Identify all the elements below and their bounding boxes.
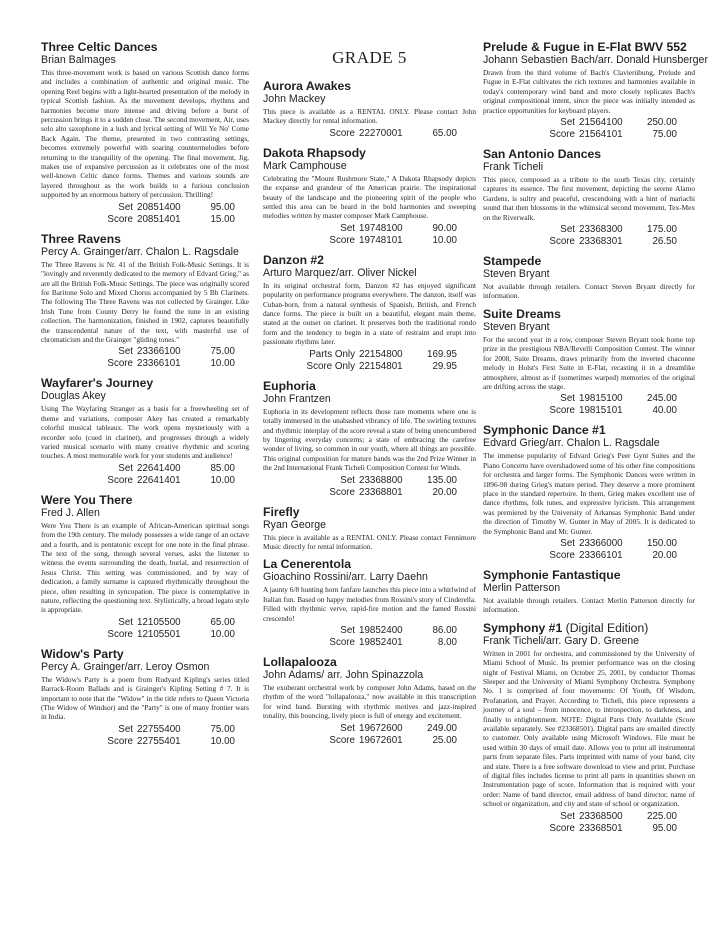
price-label: Set [118,723,133,735]
catalog-entry [483,568,695,615]
price-value: 249.00 [427,722,457,734]
price-value: 150.00 [647,537,677,549]
piece-title [263,253,476,267]
price-label: Set [560,537,575,549]
price-value: 65.00 [210,616,235,628]
item-number: 23368501 [579,822,623,834]
price-value: 40.00 [652,405,677,417]
item-number: 23368800 [359,474,403,486]
price-value: 10.00 [210,474,235,486]
item-number: 22154801 [359,360,403,372]
piece-title [263,557,476,571]
price-value: 25.00 [432,734,457,746]
item-number: 23366100 [137,346,181,358]
price-row [483,823,695,835]
catalog-entry [483,254,695,301]
price-row [263,223,476,235]
price-row [41,617,249,629]
item-number: 23368301 [579,236,623,248]
price-row [263,235,476,247]
item-number: 22755401 [137,735,181,747]
item-number: 23368801 [359,486,403,498]
piece-title [483,307,695,321]
price-list [483,117,695,141]
price-value: 29.95 [432,360,457,372]
catalog-entry [263,379,476,499]
price-row [263,361,476,373]
price-row [41,736,249,748]
price-value: 8.00 [437,636,457,648]
price-value: 10.00 [210,735,235,747]
item-number: 23366000 [579,537,623,549]
catalog-page [41,40,708,930]
piece-title [263,655,476,669]
price-label: Score [107,474,133,486]
piece-title [483,40,695,54]
composer-name: Frank Ticheli [483,161,544,174]
price-value: 65.00 [432,127,457,139]
composer-name: Steven Bryant [483,268,550,281]
price-label: Score [549,405,575,417]
composer-name: John Adams/ arr. John Spinazzola [263,668,424,681]
price-label: Score [107,628,133,640]
composer-name: Ryan George [263,518,327,531]
price-value: 20.00 [652,549,677,561]
piece-description: This piece, composed as a tribute to the south Texas city, certainly captures its essence. The first movement, depicting the serene Alamo Gardens, is sultry and peaceful, crescendoing with a hint of mariachi sound that then blossoms in the whimsical second movement, Tex-Mex on the Riverwalk. [483,175,695,222]
price-row [263,487,476,499]
price-list [263,349,476,373]
price-label: Score [329,486,355,498]
price-list [263,723,476,747]
price-row [263,625,476,637]
item-number: 20851401 [137,213,181,225]
item-number: 22755400 [137,723,181,735]
item-number: 12105501 [137,628,181,640]
item-number: 23366101 [579,549,623,561]
price-label: Set [560,393,575,405]
item-number: 19815101 [579,405,623,417]
price-label: Score [107,358,133,370]
price-label: Score [549,822,575,834]
catalog-entry [263,79,476,140]
price-value: 10.00 [210,628,235,640]
title-text: Widow's Party [41,646,124,661]
price-row [41,724,249,736]
item-number: 19672601 [359,734,403,746]
piece-description: Written in 2001 for orchestra, and commissioned by the University of Miami School of Music. Its premier performance was on the closing night of Festival Miami, on October 25, 2001, by conductor Thomas Sleeper and the University of Miami Symphony Orchestra. Symphony No. 1 is comprised of four movements: Of Youth, Of Wisdom, Profanation, and Prayer. According to Ticheli, this piece represents a journey of a soul – from innocence, to introspection, to darkness, and finally to enlightenment. NOTE: Digital Parts Only Available (Score available separately. See #23368501). Digital parts are emailed directly to customer. Only available using Microsoft Windows. File must be used within 30 days of email date. Allows you to print all instrumental parts from separate files. Parts imprinted with name of your band, city and state. There is a free software download to view and print. Purchase of digital files includes license to print all parts in quantities shown on Instrumentation page of score. Information that is required with your order: Name of band director, email address of band director, name of school or organization, and city and state of school or organization. [483,648,695,809]
price-row [263,723,476,735]
piece-description: The exuberant orchestral work by composer John Adams, based on the rhythm of the word "lollapalooza," now available in this transcription for wind band. Bursting with rhythmic motives and jazz-inspired tonality, this bouncing, lively piece is full of energy and excitement. [263,682,476,721]
item-number: 20851400 [137,201,181,213]
catalog-entry [483,147,695,248]
piece-description: In its original orchestral form, Danzon #2 has enjoyed significant popularity on performance programs everywhere. The danzon, itself was Cuban-born, from a natural synthesis of Spanish, British, and French dance forms. The piece is built on a beautiful, elegant main theme, stated at the outset on clarinet. It preserves both the traditional rondo form and the tendency to begin in a state of restraint and erupt into passionate rhythms later. [263,280,476,347]
price-value: 95.00 [652,822,677,834]
price-list [263,625,476,649]
composer-name: Percy A. Grainger/arr. Chalon L. Ragsdale [41,245,239,258]
piece-description: A jaunty 6/8 hunting horn fanfare launches this piece into a whirlwind of Italian fun. Based on happy melodies from Rossini's story of Cinderella. Filled with rhythmic verve, rapid-fire motion and the famed Rossini crescendo! [263,585,476,623]
price-list [483,538,695,562]
title-text: Dakota Rhapsody [263,145,366,160]
piece-title [41,647,249,661]
price-label: Parts Only [309,348,355,360]
price-label: Set [118,201,133,213]
price-row [483,538,695,550]
piece-description: Not available through retailers. Contact Merlin Patterson directly for information. [483,595,695,615]
composer-name: Brian Balmages [41,54,116,66]
piece-title [483,621,695,635]
price-row [483,550,695,562]
item-number: 19815100 [579,393,623,405]
piece-title [263,79,476,93]
price-row [263,349,476,361]
item-number: 19852400 [359,624,403,636]
title-text: La Cenerentola [263,557,352,572]
price-label: Score [549,236,575,248]
piece-title [483,568,695,582]
item-number: 19672600 [359,722,403,734]
price-value: 90.00 [432,222,457,234]
item-number: 19748100 [359,222,403,234]
price-label: Set [560,810,575,822]
price-row [41,214,249,226]
piece-description: Not available through retailers. Contact Steven Bryant directly for information. [483,282,695,301]
item-number: 22270001 [359,127,403,139]
catalog-entry [483,307,695,417]
piece-title [263,379,476,393]
composer-name: Frank Ticheli/arr. Gary D. Greene [483,634,640,647]
price-value: 135.00 [427,474,457,486]
price-value: 15.00 [210,213,235,225]
price-row [41,202,249,214]
composer-name: Percy A. Grainger/arr. Leroy Osmon [41,660,210,673]
price-row [41,358,249,370]
piece-description: The Widow's Party is a poem from Rudyard Kipling's series titled Barrack-Room Ballads and is Grainger's Kipling Setting # 7. It is important to note that the "Widow" in the title refers to Queen Victoria (The Widow of Windsor) and the "Party" is one of many frontier wars in India. [41,674,249,722]
item-number: 23366101 [137,358,181,370]
catalog-entry [41,647,249,748]
price-label: Set [340,222,355,234]
title-text: Three Celtic Dances [41,40,158,54]
item-number: 12105500 [137,616,181,628]
price-list [41,202,249,226]
price-label: Set [118,346,133,358]
price-value: 75.00 [210,723,235,735]
title-text: Symphonie Fantastique [483,567,621,582]
title-text: Suite Dreams [483,306,561,321]
catalog-entry [483,423,695,562]
title-text: Danzon #2 [263,252,324,267]
price-value: 75.00 [210,346,235,358]
price-row [263,475,476,487]
price-row [41,463,249,475]
price-list [263,475,476,499]
price-row [483,117,695,129]
catalog-entry [263,505,476,552]
title-text: Were You There [41,492,133,507]
price-list [41,463,249,487]
price-label: Score [107,213,133,225]
price-label: Score Only [306,360,355,372]
title-text: Euphoria [263,378,316,393]
price-list [41,724,249,748]
piece-title [263,146,476,160]
price-row [483,811,695,823]
price-value: 10.00 [210,358,235,370]
price-list [483,224,695,248]
price-label: Score [549,549,575,561]
composer-name: John Mackey [263,93,326,105]
price-label: Set [560,117,575,129]
price-list [263,223,476,247]
price-value: 75.00 [652,129,677,141]
piece-title [41,376,249,390]
price-row [483,393,695,405]
column-1 [41,40,249,754]
composer-name: Arturo Marquez/arr. Oliver Nickel [263,266,417,279]
price-label: Set [340,722,355,734]
price-list [483,393,695,417]
price-row [483,405,695,417]
title-text: Aurora Awakes [263,79,352,93]
piece-description: Drawn from the third volume of Bach's Clavierübung, Prelude and Fugue in E-Flat cultivates the rich textures and harmonies available in today's contemporary wind band and more closely replicates Bach's original compositional intent, since the piece was initially intended as practice opportunities for keyboard players. [483,68,695,115]
item-number: 22641400 [137,462,181,474]
piece-description: Were You There is an example of African-American spiritual songs from the 19th century. The melody possesses a wide range of an octave and a fourth, and is pentatonic except for one note in the final phrase. The text of the song, through several verses, asks the listener to witness the events surrounding the death, burial, and resurrection of Jesus Christ. This setting was commissioned, and by way of dedication, a family surname is captured rhythmically throughout the piece, often resulting in syncopation. The piece is contemplative in nature, reflecting the questioning text. Stylistically, a broad legato style is appropriate. [41,520,249,615]
catalog-entry [483,621,695,835]
price-value: 175.00 [647,224,677,236]
item-number: 19852401 [359,636,403,648]
price-row [483,236,695,248]
edition-label: (Digital Edition) [565,620,649,635]
composer-name: John Frantzen [263,392,331,405]
item-number: 22154800 [359,348,403,360]
title-text: Symphonic Dance #1 [483,423,606,438]
composer-name: Merlin Patterson [483,581,561,594]
item-number: 23368300 [579,224,623,236]
composer-name: Fred J. Allen [41,506,100,519]
price-label: Set [118,616,133,628]
composer-name: Mark Camphouse [263,159,347,172]
price-label: Score [329,636,355,648]
price-value: 225.00 [647,810,677,822]
price-value: 86.00 [432,624,457,636]
piece-description: The immense popularity of Edvard Grieg's Peer Gynt Suites and the Piano Concerto have overshadowed some of his other fine compositions for orchestra and larger forms. The Symphonic Dances were written in 1896-98 during Grieg's mature period. They deserve a more prominent place in the standard repertoire. In them, Grieg makes excellent use of dance rhythms, folk tunes, and expressive lyricism. This arrangement was premiered by the University of Arkansas Symphonic Band under the direction of Timothy W. Gunter in May of 2005. It is dedicated to the Symphonic Band and Mr. Gunter. [483,451,695,536]
title-text: Firefly [263,504,300,519]
title-text: Symphony #1 [483,620,563,635]
piece-description: This piece is available as a RENTAL ONLY. Please contact John Mackey directly for rental information. [263,107,476,126]
price-value: 85.00 [210,462,235,474]
price-row [263,735,476,747]
column-2 [263,40,476,753]
composer-name: Steven Bryant [483,320,550,333]
catalog-entry [41,40,249,226]
piece-title [263,505,476,519]
price-label: Set [118,462,133,474]
item-number: 21564100 [579,117,623,129]
price-row [41,475,249,487]
piece-description: Celebrating the "Mount Rushmore State," A Dakota Rhapsody depicts the expanse and grandeur of the American prairie. The inspirational beauty of the landscape and the pioneering spirit of the people who settled this area can be heard in the bold harmonies and sweeping melodies written by master composer Mark Camphouse. [263,173,476,221]
item-number: 21564101 [579,129,623,141]
catalog-entry [263,146,476,247]
piece-title [483,147,695,161]
price-list [41,617,249,641]
piece-description: This three-movement work is based on various Scottish dance forms and includes a combination of authentic and original music. The opening Reel begins with a light-hearted presentation of the melody in typical Scottish fashion. As the movement develops, rhythms and harmonies become more intense and driving before a burst of percussion brings it to a sudden close. The second movement, Air, uses solo alto saxophone in a lush and lyrical setting of Will Ye No' Come Back Again. The theme, presented in two contrasting settings, becomes extremely powerful with soaring countermelodies before returning to the tranquility of the opening. The final movement, Jig, makes use of expansive percussion as it celebrates one of the most well-known Celtic dance forms. Themes and various sounds are layered throughout as the work builds to a furious conclusion supported by an enormous battery of percussion. Thrilling! [41,68,249,200]
price-label: Score [329,234,355,246]
price-value: 95.00 [210,201,235,213]
title-text: Stampede [483,254,542,269]
title-text: Wayfarer's Journey [41,376,154,391]
catalog-entry [41,493,249,641]
price-label: Set [340,624,355,636]
price-row [483,224,695,236]
price-row [41,629,249,641]
catalog-entry [41,376,249,486]
piece-description: This piece is available as a RENTAL ONLY. Please contact Fennimore Music directly for rental information. [263,532,476,551]
price-value: 250.00 [647,117,677,129]
piece-description: Using The Wayfaring Stranger as a basis for a freewheeling set of theme and variations, composer Akey has created a remarkably colorful musical tableaux. The work opens mysteriously with a recorder solo (cued in clarinet), and progresses through a widely varied musical scenario with many creative rhythmic and scoring touches. A most memorable work for your students and audience! [41,404,249,461]
title-text: San Antonio Dances [483,147,602,162]
piece-title [483,254,695,268]
piece-description: The Three Ravens is Nr. 41 of the British Folk-Music Settings. It is "lovingly and reverently dedicated to the memory of Edvard Grieg," as are all the British Folk-Music Settings. The piece was originally scored for Baritone Solo and Mixed Chorus accompanied by 5 Bb Clarinets. The following The Three Ravens was not collected by Grainger. Like Irish Tune from County Derry he found the tune in an existing collection. The harmonization, finished in 1902, captures beautifully the transcendental nature of the text, with masterful use of chromaticism and the Grainger "gliding tones." [41,259,249,344]
price-row [41,346,249,358]
composer-name: Douglas Akey [41,390,106,403]
price-row [483,129,695,141]
price-value: 10.00 [432,234,457,246]
price-label: Score [107,735,133,747]
price-label: Set [340,474,355,486]
price-list [41,346,249,370]
piece-title [41,493,249,507]
piece-description: Euphoria in its development reflects those rare moments where one is totally immersed in the unabashed vibrancy of life. The swirling textures and rhythmic interplay of the score reveal a state of being unencumbered by lingering everyday concerns; a state of embracing the carefree wonder of living, so common in our youth, where all things are possible. This original composition for mature bands was the 2nd Prize Winner in the 2nd International Frank Ticheli Composition Contest for Winds. [263,406,476,473]
title-text: Three Ravens [41,231,121,246]
item-number: 19748101 [359,234,403,246]
price-list [263,128,476,140]
price-value: 245.00 [647,393,677,405]
price-value: 169.95 [427,348,457,360]
piece-title [483,423,695,437]
title-text: Prelude & Fugue in E-Flat BWV 552 [483,40,687,54]
title-text: Lollapalooza [263,654,337,669]
composer-name: Gioachino Rossini/arr. Larry Daehn [263,571,428,584]
price-value: 20.00 [432,486,457,498]
catalog-entry [41,232,249,371]
item-number: 22641401 [137,474,181,486]
price-label: Score [329,734,355,746]
grade-heading: GRADE 5 [332,48,407,67]
catalog-entry [483,40,708,141]
piece-description: For the second year in a row, composer Steven Bryant took home top prize in the prestigious NBA/Revelli Composition Contest. The winner for 2008, Suite Dreams, draws primarily from the inverted chaconne melody in Holst's First Suite in E-Flat, recasting it in a dreamlike atmosphere, almost as if (sometimes warped) memories of the original are drifting across the stage. [483,334,695,391]
catalog-entry [263,655,476,747]
price-row [263,128,476,140]
piece-title [41,40,249,54]
catalog-entry [263,253,476,373]
price-list [483,811,695,835]
item-number: 23368500 [579,810,623,822]
price-row [263,637,476,649]
catalog-entry [263,557,476,649]
composer-name: Edvard Grieg/arr. Chalon L. Ragsdale [483,437,660,450]
price-label: Set [560,224,575,236]
price-label: Score [549,129,575,141]
price-value: 26.50 [652,236,677,248]
price-label: Score [329,127,355,139]
column-3 [483,40,708,841]
piece-title [41,232,249,246]
composer-name: Johann Sebastien Bach/arr. Donald Hunsberger [483,54,708,66]
